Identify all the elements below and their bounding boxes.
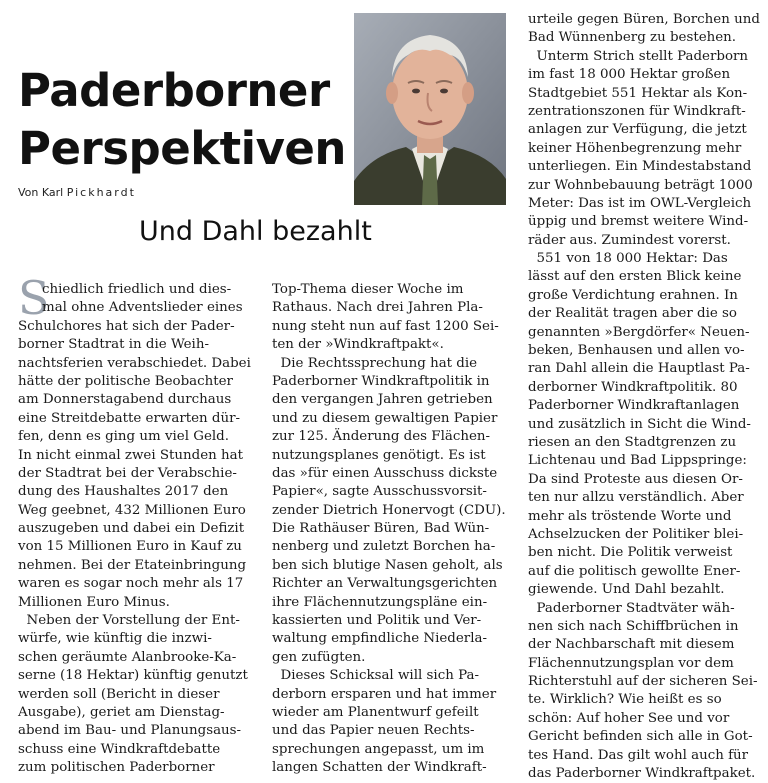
column-title <box>18 62 346 178</box>
text-line: ran Dahl allein die Hauptlast Pa- <box>528 361 750 377</box>
text-line: mal ohne Adventslieder eines <box>42 300 243 316</box>
text-line: am Donnerstagabend durchaus <box>18 392 232 408</box>
text-line: derborner Windkraftpolitik. 80 <box>528 379 738 395</box>
drop-cap: S <box>18 271 50 325</box>
text-line: zender Dietrich Honervogt (CDU). <box>272 502 506 518</box>
text-line: Rathaus. Nach drei Jahren Pla- <box>272 300 483 316</box>
text-line: Bad Wünnenberg zu bestehen. <box>528 30 737 46</box>
text-line: der Realität tragen aber die so <box>528 306 737 322</box>
text-line: das »für einen Ausschuss dickste <box>272 465 498 481</box>
text-line: Paderborner Windkraftpolitik in <box>272 373 490 389</box>
text-line: auf die politisch gewollte Ener- <box>528 563 741 579</box>
text-line: von 15 Millionen Euro in Kauf zu <box>18 539 242 555</box>
text-line: große Verdichtung erahnen. In <box>528 287 738 303</box>
text-line: Papier«, sagte Ausschussvorsit- <box>272 484 487 500</box>
text-line: ten nur allzu verständlich. Aber <box>528 490 744 506</box>
text-line: Millionen Euro Minus. <box>18 594 170 610</box>
text-line: mehr als tröstende Worte und <box>528 508 732 524</box>
text-line: beken, Benhausen und allen vo- <box>528 343 745 359</box>
column-title-line-2: Perspektiven <box>18 122 346 175</box>
text-line: dung des Haushaltes 2017 den <box>18 484 229 500</box>
text-line: tes Hand. Das gilt wohl auch für <box>528 747 749 763</box>
text-line: nenberg und zuletzt Borchen ha- <box>272 539 496 555</box>
text-line: würfe, wie künftig die inzwi- <box>18 631 212 647</box>
text-line: nung steht nun auf fast 1200 Sei- <box>272 318 499 334</box>
text-line: Ausgabe), geriet am Dienstag- <box>18 704 225 720</box>
text-line: te. Wirklich? Wie heißt es so <box>528 692 722 708</box>
text-line: giewende. Und Dahl bezahlt. <box>528 582 725 598</box>
text-line: keiner Höhenbegrenzung mehr <box>528 140 742 156</box>
text-line: Paderborner Stadtväter wäh- <box>528 600 735 616</box>
text-line: räder aus. Zumindest vorerst. <box>528 232 731 248</box>
text-line: ben nicht. Die Politik verweist <box>528 545 733 561</box>
text-line: riesen an den Stadtgrenzen zu <box>528 434 737 450</box>
text-line: langen Schatten der Windkraft- <box>272 760 487 776</box>
text-line: waltung empfindliche Niederla- <box>272 631 487 647</box>
text-line: Die Rathäuser Büren, Bad Wün- <box>272 521 490 537</box>
text-column-3 <box>528 11 764 783</box>
text-line: ihre Flächennutzungspläne ein- <box>272 594 488 610</box>
text-line: Weg geebnet, 432 Millionen Euro <box>18 502 246 518</box>
text-line: borner Stadtrat in die Weih- <box>18 337 209 353</box>
text-line: genannten »Bergdörfer« Neuen- <box>528 324 750 340</box>
text-line: nachtsferien verabschiedet. Dabei <box>18 355 251 371</box>
text-line: Meter: Das ist im OWL-Vergleich <box>528 195 752 211</box>
text-line: nen sich nach Schiffbrüchen in <box>528 618 739 634</box>
text-line: Schulchores hat sich der Pader- <box>18 318 235 334</box>
text-line: und zu diesem gewaltigen Papier <box>272 410 498 426</box>
text-line: üppig und bremst weitere Wind- <box>528 214 749 230</box>
byline-author: Pickhardt <box>66 186 136 199</box>
text-line: ten der »Windkraftpakt«. <box>272 337 444 353</box>
byline <box>18 186 136 199</box>
text-line: zur Wohnbebauung beträgt 1000 <box>528 177 753 193</box>
text-line: zur 125. Änderung des Flächen- <box>272 429 491 445</box>
text-line: das Paderborner Windkraftpaket. <box>528 766 756 782</box>
text-line: Neben der Vorstellung der Ent- <box>18 613 240 629</box>
text-line: auszugeben und dabei ein Defizit <box>18 521 245 537</box>
byline-prefix: Von Karl <box>18 186 67 199</box>
text-line: abend im Bau- und Planungsaus- <box>18 723 242 739</box>
text-line: Dieses Schicksal will sich Pa- <box>272 668 479 684</box>
text-line: eine Streitdebatte erwarten dür- <box>18 410 241 426</box>
text-line: Richterstuhl auf der sicheren Sei- <box>528 674 758 690</box>
text-line: und das Papier neuen Rechts- <box>272 723 475 739</box>
text-line: der Stadtrat bei der Verabschie- <box>18 465 237 481</box>
text-line: waren es sogar noch mehr als 17 <box>18 576 244 592</box>
text-line: den vergangen Jahren getrieben <box>272 392 493 408</box>
text-line: 551 von 18 000 Hektar: Das <box>528 251 728 267</box>
text-line: gen zufügten. <box>272 649 366 665</box>
author-portrait <box>354 13 506 205</box>
text-line: urteile gegen Büren, Borchen und <box>528 12 760 27</box>
text-line: zentrationszonen für Windkraft- <box>528 103 746 119</box>
text-line: ben sich blutige Nasen geholt, als <box>272 557 503 573</box>
text-line: hätte der politische Beobachter <box>18 373 233 389</box>
text-line: Achselzucken der Politiker blei- <box>528 526 744 542</box>
text-line: kassierten und Politik und Ver- <box>272 613 482 629</box>
text-line: unterliegen. Ein Mindestabstand <box>528 159 752 175</box>
text-line: Da sind Proteste aus diesen Or- <box>528 471 743 487</box>
text-line: Gericht befinden sich alle in Got- <box>528 729 753 745</box>
text-line: Lichtenau und Bad Lippspringe: <box>528 453 747 469</box>
text-line: Unterm Strich stellt Paderborn <box>528 48 749 64</box>
text-line: zum politischen Paderborner <box>18 760 215 776</box>
text-line: In nicht einmal zwei Stunden hat <box>18 447 244 463</box>
text-line: Stadtgebiet 551 Hektar als Kon- <box>528 85 748 101</box>
text-line: schen geräumte Alanbrooke-Ka- <box>18 649 237 665</box>
text-line: schuss eine Windkraftdebatte <box>18 741 221 757</box>
text-column-2 <box>272 281 520 778</box>
text-line: Paderborner Windkraftanlagen <box>528 398 740 414</box>
text-line: serne (18 Hektar) künftig genutzt <box>18 668 248 684</box>
text-line: derborn ersparen und hat immer <box>272 686 497 702</box>
text-line: schön: Auf hoher See und vor <box>528 710 730 726</box>
text-line: Richter an Verwaltungsgerichten <box>272 576 498 592</box>
text-line: Top-Thema dieser Woche im <box>272 282 464 297</box>
text-column-1 <box>18 281 264 778</box>
text-line: chiedlich friedlich und dies- <box>42 282 232 297</box>
text-line: sprechungen angepasst, um im <box>272 741 485 757</box>
text-line: lässt auf den ersten Blick keine <box>528 269 742 285</box>
text-line: und zusätzlich in Sicht die Wind- <box>528 416 751 432</box>
text-line: werden soll (Bericht in dieser <box>18 686 220 702</box>
text-line: der Nachbarschaft mit diesem <box>528 637 735 653</box>
column-title-line-1: Paderborner <box>18 64 330 117</box>
text-line: wieder am Planentwurf gefeilt <box>272 704 479 720</box>
text-line: nehmen. Bei der Etateinbringung <box>18 557 247 573</box>
text-line: im fast 18 000 Hektar großen <box>528 67 731 83</box>
text-line: fen, denn es ging um viel Geld. <box>18 429 230 445</box>
text-line: Flächennutzungsplan vor dem <box>528 655 734 671</box>
headline: Und Dahl bezahlt <box>139 216 372 247</box>
text-line: anlagen zur Verfügung, die jetzt <box>528 122 747 138</box>
text-line: Die Rechtssprechung hat die <box>272 355 478 371</box>
text-line: nutzungsplanes genötigt. Es ist <box>272 447 486 463</box>
